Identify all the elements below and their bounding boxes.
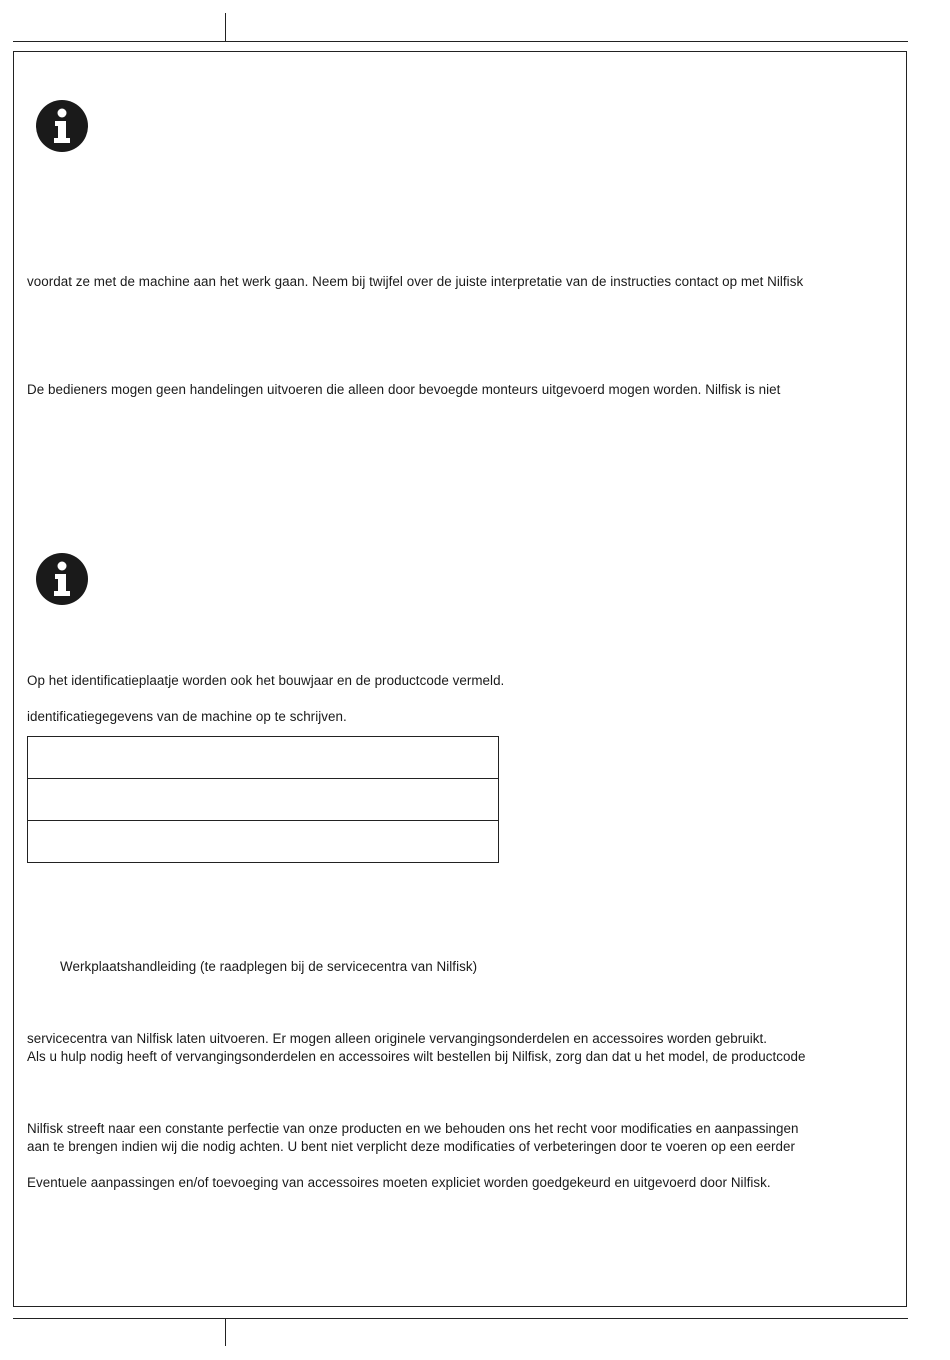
table-cell [28, 821, 499, 863]
info-icon [36, 553, 88, 605]
table-row [28, 821, 499, 863]
table-row [28, 779, 499, 821]
list-item: Werkplaatshandleiding (te raadplegen bij de servicecentra van Nilfisk) [60, 959, 478, 974]
paragraph-text: Eventuele aanpassingen en/of toevoeging van accessoires moeten expliciet worden goedgekeurd en uitgevoerd door Nilfisk. [27, 1175, 771, 1190]
paragraph-text: Als u hulp nodig heeft of vervangingsonderdelen en accessoires wilt bestellen bij Nilfisk, zorg dan dat u het model, de productcode [27, 1049, 806, 1064]
paragraph-text: voordat ze met de machine aan het werk gaan. Neem bij twijfel over de juiste interpretatie van de instructies contact op met Nilfisk [27, 274, 804, 289]
header-divider [225, 13, 226, 41]
paragraph-text: aan te brengen indien wij die nodig achten. U bent niet verplicht deze modificaties of verbeteringen door te voeren op een eerder [27, 1139, 795, 1154]
header-rule [13, 41, 908, 42]
paragraph-text: servicecentra van Nilfisk laten uitvoeren. Er mogen alleen originele vervangingsonderdelen en accessoires worden gebruikt. [27, 1031, 768, 1046]
table-cell [28, 779, 499, 821]
identification-table [27, 736, 499, 863]
table-cell [28, 737, 499, 779]
footer-divider [225, 1318, 226, 1346]
footer-rule [13, 1318, 908, 1319]
paragraph-text: identificatiegegevens van de machine op te schrijven. [27, 709, 347, 724]
table-row [28, 737, 499, 779]
paragraph-text: De bedieners mogen geen handelingen uitvoeren die alleen door bevoegde monteurs uitgevoerd mogen worden. Nilfisk is niet [27, 382, 781, 397]
paragraph-text: Nilfisk streeft naar een constante perfectie van onze producten en we behouden ons het recht voor modificaties en aanpassingen [27, 1121, 799, 1136]
paragraph-text: Op het identificatieplaatje worden ook het bouwjaar en de productcode vermeld. [27, 673, 505, 688]
info-icon [36, 100, 88, 152]
